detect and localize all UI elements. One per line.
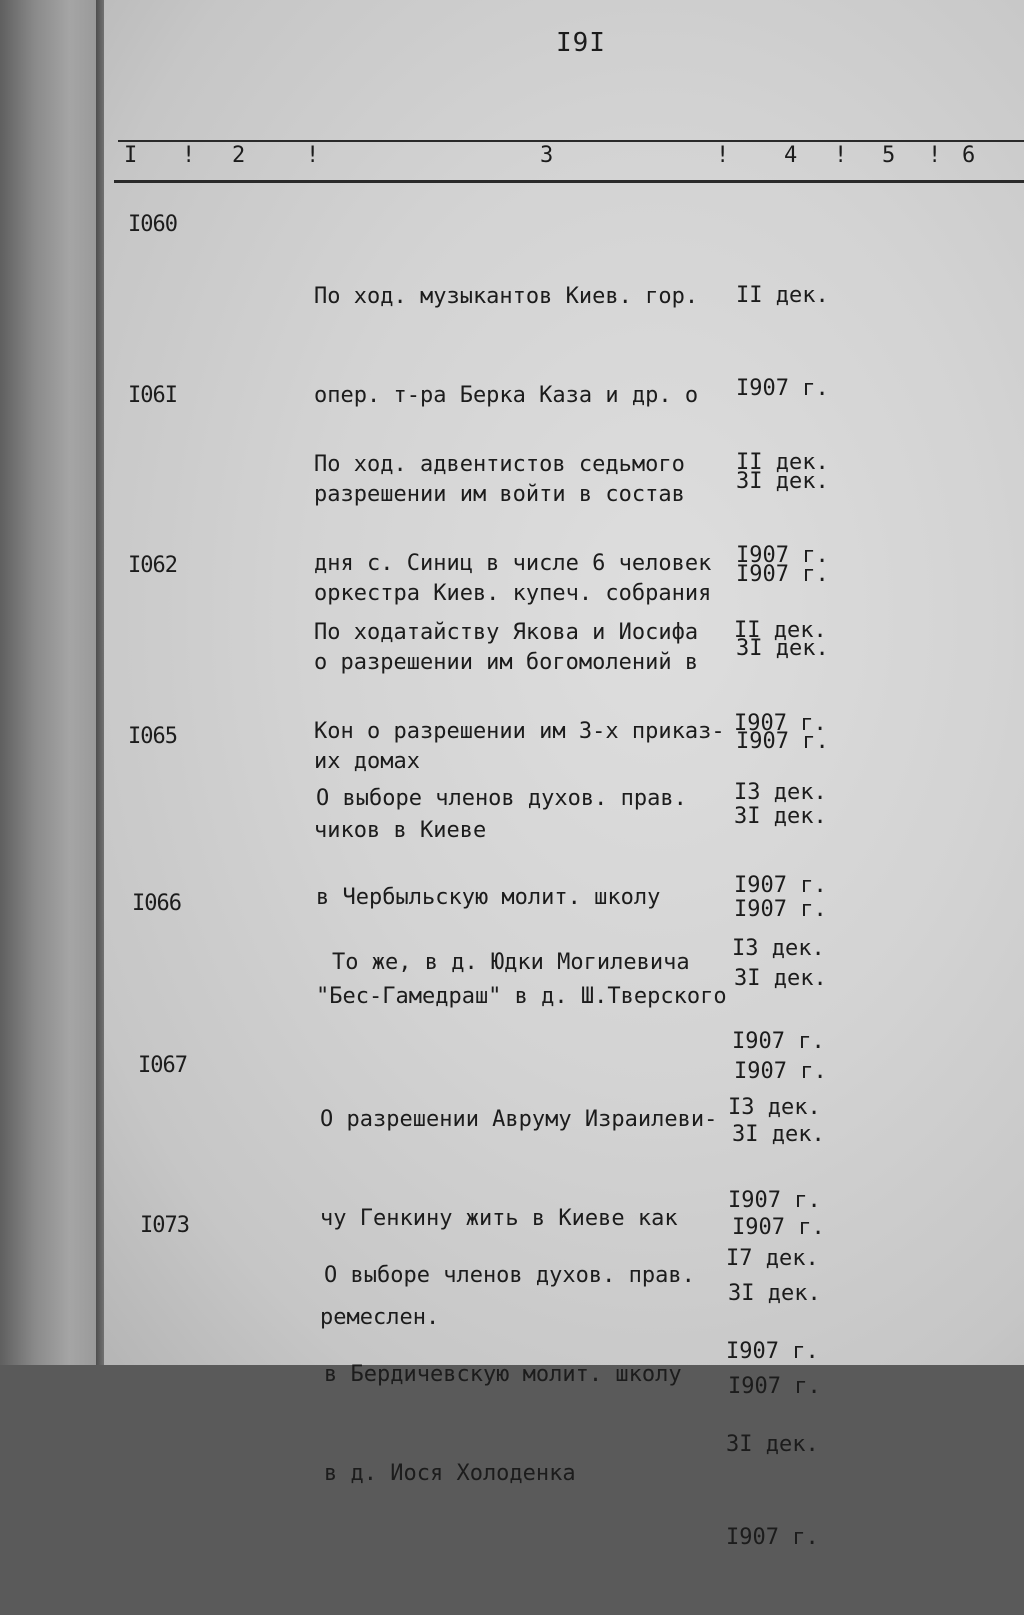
description-line: о разрешении им богомолений в	[314, 650, 699, 675]
date-line: I907 г.	[736, 376, 829, 401]
header-separator: !	[182, 143, 196, 168]
description-line: в д. Иося Холоденка	[324, 1461, 576, 1486]
entry-description	[332, 880, 690, 1045]
date-line: I907 г.	[736, 562, 829, 587]
description-line: в Чербыльскую молит. школу	[316, 885, 661, 910]
header-col-6: 6	[962, 143, 976, 168]
header-rule-top	[118, 140, 1024, 142]
entry-dates	[726, 1181, 819, 1615]
date-line: I7 дек.	[726, 1246, 819, 1271]
description-line: дня с. Синиц в числе 6 человек	[314, 551, 712, 576]
description-line: Кон о разрешении им 3-х приказ-	[314, 719, 725, 744]
description-line: "Бес-Гамедраш" в д. Ш.Тверского	[316, 984, 727, 1009]
date-line: I3 дек.	[734, 780, 827, 805]
date-line: 3I дек.	[736, 636, 829, 661]
date-line: I907 г.	[728, 1374, 821, 1399]
description-line: По ход. адвентистов седьмого	[314, 452, 685, 477]
header-separator: !	[306, 143, 320, 168]
date-line: II дек.	[736, 283, 829, 308]
date-line: I907 г.	[732, 1029, 825, 1054]
date-line: I3 дек.	[732, 936, 825, 961]
description-line: То же, в д. Юдки Могилевича	[332, 950, 690, 975]
header-col-1: I	[124, 143, 138, 168]
date-line: I907 г.	[728, 1188, 821, 1213]
header-rule-bottom	[114, 180, 1024, 183]
entry-number: I065	[128, 724, 177, 749]
date-line: 3I дек.	[726, 1432, 819, 1457]
entry-number: I073	[140, 1213, 189, 1238]
description-line: По ход. музыкантов Киев. гор.	[314, 284, 699, 309]
description-line: чиков в Киеве	[314, 818, 487, 843]
description-line: О выборе членов духов. прав.	[316, 786, 687, 811]
header-col-5: 5	[882, 143, 896, 168]
date-line: 3I дек.	[734, 966, 827, 991]
facing-page-edge	[0, 0, 104, 1365]
date-line: 3I дек.	[728, 1281, 821, 1306]
entry-description	[324, 1193, 695, 1556]
header-separator: !	[834, 143, 848, 168]
header-col-4: 4	[784, 143, 798, 168]
date-line: I907 г.	[736, 543, 829, 568]
description-line: их домах	[314, 749, 420, 774]
archive-page	[104, 0, 1024, 1550]
date-line: I907 г.	[734, 1059, 827, 1084]
date-line: II дек.	[734, 618, 827, 643]
header-separator: !	[716, 143, 730, 168]
description-line: разрешении им войти в состав	[314, 482, 685, 507]
header-col-2: 2	[232, 143, 246, 168]
header-separator: !	[928, 143, 942, 168]
entry-number: I067	[138, 1053, 187, 1078]
entry-number: I060	[128, 212, 177, 237]
date-line: 3I дек.	[736, 469, 829, 494]
date-line: I907 г.	[734, 897, 827, 922]
description-line: По ходатайству Якова и Иосифа	[314, 620, 699, 645]
date-line: I3 дек.	[728, 1095, 821, 1120]
date-line: I907 г.	[736, 729, 829, 754]
description-line: опер. т-ра Берка Каза и др. о	[314, 383, 699, 408]
date-line: I907 г.	[726, 1339, 819, 1364]
description-line: О выборе членов духов. прав.	[324, 1263, 695, 1288]
description-line: ремеслен.	[320, 1305, 440, 1330]
header-col-3: 3	[540, 143, 554, 168]
description-line: оркестра Киев. купеч. собрания	[314, 581, 712, 606]
date-line: I907 г.	[734, 711, 827, 736]
entry-number: I06I	[128, 383, 177, 408]
description-line: О разрешении Авруму Израилеви-	[320, 1107, 718, 1132]
description-line: в Бердичевскую молит. школу	[324, 1362, 682, 1387]
date-line: I907 г.	[732, 1215, 825, 1240]
date-line: I907 г.	[726, 1525, 819, 1550]
entry-number: I066	[132, 891, 181, 916]
date-line: II дек.	[736, 450, 829, 475]
entry-number: I062	[128, 553, 177, 578]
description-line: чу Генкину жить в Киеве как	[320, 1206, 678, 1231]
date-line: 3I дек.	[732, 1122, 825, 1147]
date-line: I907 г.	[734, 873, 827, 898]
page-number: I9I	[556, 28, 606, 58]
date-line: 3I дек.	[734, 804, 827, 829]
